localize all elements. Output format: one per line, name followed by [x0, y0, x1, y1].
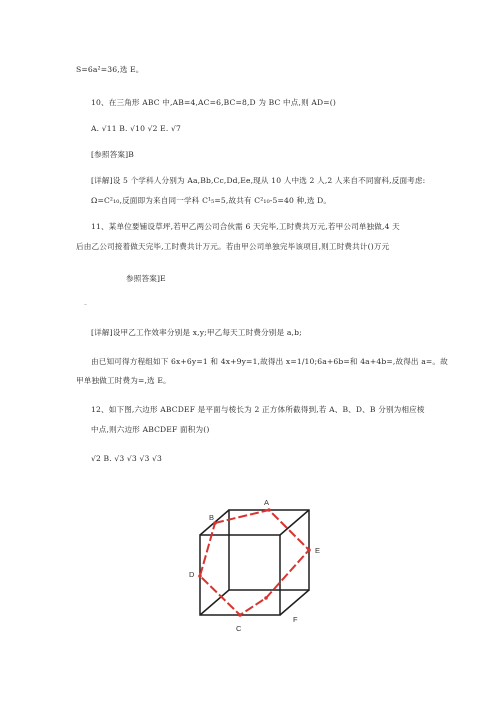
cube-front-face	[200, 535, 280, 615]
vertex-c	[238, 613, 242, 617]
question-11-line1: 11、某单位要铺设草坪,若甲乙两公司合伙需 6 天完毕,工时费共万元,若甲公司单独做,4 天	[91, 222, 400, 231]
hexagon-abcdef	[200, 510, 309, 615]
cube-edge	[200, 590, 229, 615]
question-10: 10、在三角形 ABC 中,AB=4,AC=6,BC=8,D 为 BC 中点,则 AD=()	[91, 98, 337, 107]
explanation-10-line1: [详解]设 5 个学科人分别为 Aa,Bb,Cc,Dd,Ee,现从 10 人中选 2 人,2 人来自不同窗科,反面考虑:	[91, 176, 426, 185]
question-12-line2: 中点,则六边形 ABCDEF 面积为()	[91, 425, 210, 434]
label-c: C	[236, 624, 242, 633]
label-f: F	[293, 615, 298, 624]
label-a: A	[264, 498, 270, 507]
explanation-10-line2: Ω=C²₁₀,反面即为来自同一学科 C¹₅=5,故共有 C²₁₀-5=40 种,选 D。	[91, 196, 332, 205]
question-12-options: √2 B. √3 √3 √3 √3	[91, 454, 162, 463]
question-11-line2: 后由乙公司接着做天完毕,工时费共计万元。若由甲公司单独完毕该项目,则工时费共计()万元	[76, 242, 390, 251]
explanation-11-line3: 甲单独做工时费为=,选 E。	[76, 376, 171, 385]
vertex-e	[307, 548, 311, 552]
vertex-a	[267, 508, 271, 512]
vertex-d	[198, 574, 202, 578]
cube-back-face	[229, 510, 309, 590]
cube-edges	[200, 510, 309, 615]
label-e: E	[315, 546, 321, 555]
vertex-f	[264, 596, 268, 600]
hexagon-section	[200, 510, 309, 615]
explanation-11-line2: 由已知可得方程组如下 6x+6y=1 和 4x+9y=1,故得出 x=1/10;6a+6b=和 4a+4b=,故得出 a=。故	[91, 357, 448, 366]
answer-10: [参照答案]B	[91, 150, 134, 159]
cube-edge	[280, 590, 309, 615]
answer-11: 参照答案]E	[126, 274, 166, 283]
dash-mark: –	[84, 301, 88, 308]
cube-edge	[280, 510, 309, 535]
label-d: D	[189, 570, 195, 579]
hexagon-vertices	[198, 508, 311, 617]
question-12-line1: 12、如下图,六边形 ABCDEF 是平面与棱长为 2 正方体所截得到,若 A、B、D、B 分别为相应棱	[91, 405, 425, 414]
question-10-options: A. √11 B. √10 √2 E. √7	[91, 124, 181, 133]
label-b: B	[209, 513, 215, 522]
explanation-11-line1: [详解]设甲乙工作效率分别是 x,y;甲乙每天工时费分别是 a,b;	[91, 328, 302, 337]
line-answer-prev: S=6a²=36,选 E。	[76, 65, 144, 74]
